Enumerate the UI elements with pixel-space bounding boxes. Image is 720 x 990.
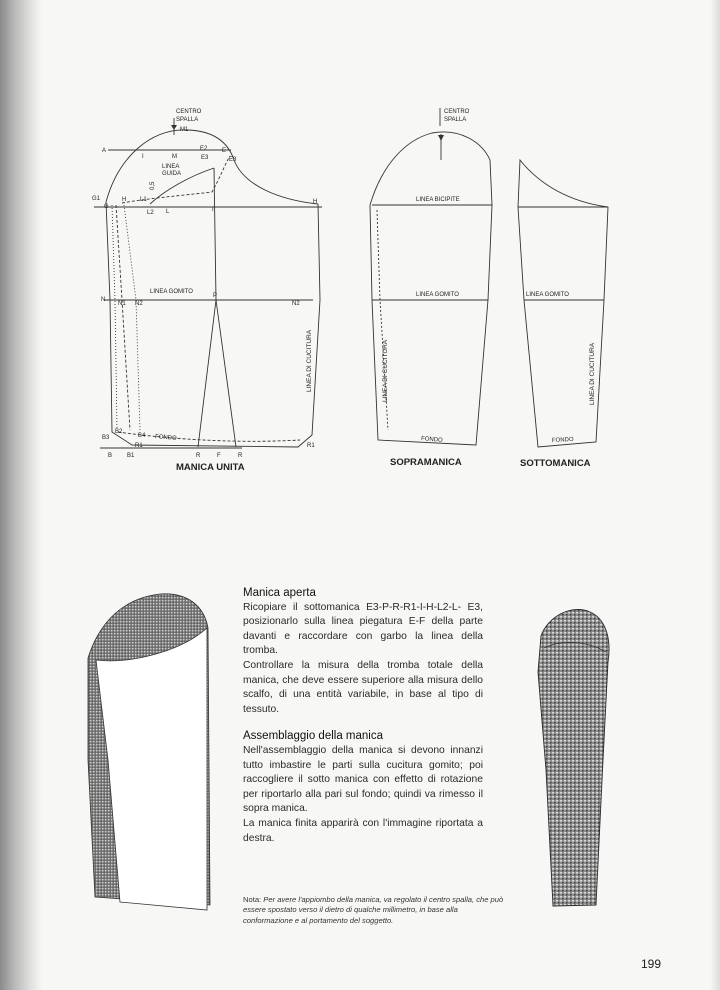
heading-assemblaggio: Assemblaggio della manica: [243, 730, 383, 743]
point-e3-a: E3: [201, 155, 209, 161]
point-b1: B1: [127, 453, 135, 459]
point-r-right: R: [238, 453, 243, 459]
point-l: L: [166, 209, 170, 215]
spacer: [243, 717, 483, 729]
fondo-label-1: FONDO: [154, 434, 177, 442]
point-a: A: [102, 148, 107, 154]
note-text: Per avere l'appiombo della manica, va regolato il centro spalla, che può essere spostato verso il dietro di qualche millimetro, in base alla conformazione e al portamento del soggetto.: [243, 895, 504, 925]
caption-sottomanica: SOTTOMANICA: [520, 458, 591, 469]
point-n2-left: N2: [135, 301, 143, 307]
point-b3: B3: [102, 435, 110, 441]
linea-cucitura-label-2: LINEA DI CUCITURA: [382, 339, 389, 402]
point-i: I: [142, 154, 144, 160]
point-n2-right: N2: [292, 301, 300, 307]
point-l2: L2: [147, 210, 154, 216]
point-p: P: [213, 293, 218, 299]
sopra-linea-gomito-label: LINEA GOMITO: [416, 292, 459, 298]
centro-arrow: [171, 125, 177, 130]
linea-bicipite-label: LINEA BICIPITE: [416, 197, 460, 203]
linea-gomito-label: LINEA GOMITO: [150, 289, 193, 295]
finished-sleeve: [538, 609, 609, 906]
point-h-right: H: [313, 199, 318, 205]
linea-guida-label-1: LINEA: [162, 164, 180, 170]
manica-aperta-illustration: [88, 594, 210, 910]
footnote: [243, 895, 505, 926]
paragraph-1: Ricopiare il sottomanica E3-P-R-R1-I-H-L2-L- E3, posizionarlo sulla linea piegatura E-F della parte davanti e raccordare con garbo la linea della tromba.: [243, 601, 483, 657]
caption-manica-unita: MANICA UNITA: [176, 462, 245, 473]
linea-cucitura-label-3: LINEA DI CUCITURA: [589, 342, 596, 405]
point-r1-right: R1: [307, 443, 315, 449]
point-e2: E2: [200, 146, 208, 152]
point-n: N: [101, 297, 106, 303]
point-r-left: R: [196, 453, 201, 459]
finished-sleeve-illustration: [538, 609, 609, 906]
centro-label: CENTRO: [176, 109, 202, 115]
point-m: M: [172, 154, 177, 160]
linea-guida: [150, 168, 214, 204]
sopra-spalla-label: SPALLA: [444, 117, 467, 123]
point-b4: B4: [138, 433, 146, 439]
point-h-left: H: [122, 197, 127, 203]
inner-seam-dashed-2: [124, 205, 140, 430]
point-b2: B2: [115, 429, 123, 435]
instructions-text: [243, 586, 483, 846]
point-i-lower: I: [212, 207, 214, 213]
paragraph-3: Nell'assemblaggio della manica si devono innanzi tutto imbastire le parti sulla cucitura gomito; poi raccogliere il sotto manica con effetto di rotazione per riportarlo alla pari sul fondo; quindi va rimesso il sopra manica.: [243, 744, 483, 815]
point-g: G: [104, 204, 109, 210]
paragraph-2: Controllare la misura della tromba totale della manica, che deve essere superiore alla misura dello scalfo, di una entità variabile, in base al tipo di tessuto.: [243, 659, 483, 715]
caption-sopramanica: SOPRAMANICA: [390, 457, 462, 468]
point-b: B: [108, 453, 113, 459]
sleeve-cap-curve: [106, 130, 318, 204]
fondo-label-2: FONDO: [420, 436, 443, 444]
inner-seam-dashed-3: [112, 205, 117, 430]
point-r1-left: R1: [135, 443, 143, 449]
sotto-linea-gomito-label: LINEA GOMITO: [526, 292, 569, 298]
point-e: E: [222, 148, 227, 154]
point-g1: G1: [92, 196, 101, 202]
linea-cucitura-label-1: LINEA DI CUCITURA: [306, 329, 313, 392]
point-f: F: [217, 453, 221, 459]
manica-unita-diagram: [94, 118, 322, 448]
spalla-label: SPALLA: [176, 117, 199, 123]
measure-label: 0,5: [150, 181, 156, 190]
linea-guida-label-2: GUIDA: [162, 171, 182, 177]
split-line-right: [216, 300, 236, 447]
point-n1: N1: [118, 301, 126, 307]
fondo-label-3: FONDO: [551, 436, 574, 444]
page-number: 199: [641, 957, 662, 971]
sopra-centro-arrow: [438, 135, 444, 141]
point-e3-b: E3: [229, 157, 237, 163]
heading-manica-aperta: Manica aperta: [243, 587, 316, 599]
point-l1: L1: [140, 197, 147, 203]
point-m1: M1: [180, 127, 189, 133]
sopra-centro-label: CENTRO: [444, 109, 470, 115]
note-label: Nota:: [243, 895, 262, 904]
sopramanica-labels: [382, 109, 470, 468]
manica-unita-labels: [92, 109, 317, 473]
paragraph-4: La manica finita apparirà con l'immagine riportata a destra.: [243, 817, 483, 844]
